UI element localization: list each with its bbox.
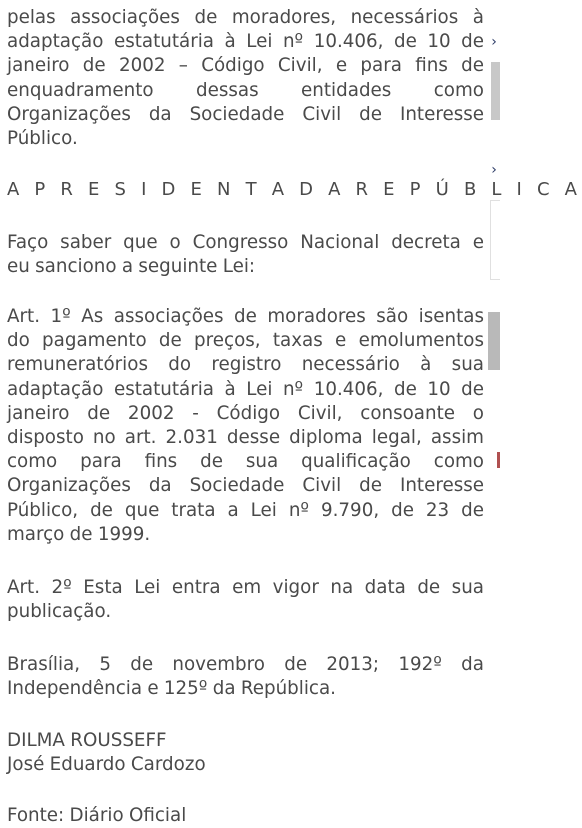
text-line: publicação.	[7, 601, 112, 623]
text-line: como para fins de sua qualificação como	[7, 451, 484, 473]
text-line: Independência e 125º da República.	[7, 678, 336, 700]
text-line: Brasília, 5 de novembro de 2013; 192º da	[7, 654, 484, 675]
text-line: eu sanciono a seguinte Lei:	[7, 256, 256, 278]
chevron-fragment-icon: ›	[491, 34, 497, 50]
text-line: Organizações da Sociedade Civil de Interesse	[7, 475, 484, 497]
text-line: Art. 2º Esta Lei entra em vigor na data de sua	[7, 577, 484, 598]
signatory-name: José Eduardo Cardozo	[7, 754, 206, 776]
text-line: adaptação estatutária à Lei nº 10.406, de 10 de	[7, 31, 484, 53]
article-1	[7, 305, 484, 547]
signatures	[7, 729, 484, 777]
text-line: Organizações da Sociedade Civil de Interesse	[7, 103, 484, 125]
edge-panel-fragment	[491, 62, 500, 120]
text-line: Art. 1º As associações de moradores são isentas	[7, 306, 484, 327]
text-line: remuneratórios do registro necessário à sua	[7, 354, 484, 376]
intro-paragraph	[7, 6, 484, 151]
source-text: Fonte: Diário Oficial	[7, 805, 187, 826]
article-2	[7, 576, 484, 624]
edge-panel-fragment	[490, 200, 500, 280]
text-line: janeiro de 2002 - Código Civil, consoante o	[7, 402, 484, 424]
president-heading: A P R E S I D E N T A D A R E P Ú B L I C A	[7, 179, 582, 200]
text-line: disposto no art. 2.031 desse diploma legal, assim	[7, 427, 484, 449]
text-line: pelas associações de moradores, necessários à	[7, 7, 484, 28]
text-line: Público, de que trata a Lei nº 9.790, de 23 de	[7, 499, 484, 521]
edge-panel-fragment	[488, 312, 500, 370]
date-place-paragraph	[7, 653, 484, 701]
signatory-name: DILMA ROUSSEFF	[7, 730, 167, 751]
decree-paragraph	[7, 231, 484, 279]
chevron-fragment-icon: ›	[491, 162, 497, 178]
text-line: enquadramento dessas entidades como	[7, 79, 484, 101]
text-line: Faço saber que o Congresso Nacional decreta e	[7, 232, 484, 253]
source-line	[7, 804, 484, 828]
text-line: Público.	[7, 128, 78, 150]
text-line: adaptação estatutária à Lei nº 10.406, de 10 de	[7, 378, 484, 400]
text-line: janeiro de 2002 – Código Civil, e para fins de	[7, 55, 484, 77]
text-line: março de 1999.	[7, 523, 151, 545]
text-line: do pagamento de preços, taxas e emolumentos	[7, 330, 484, 352]
edge-marker-fragment	[497, 452, 500, 468]
